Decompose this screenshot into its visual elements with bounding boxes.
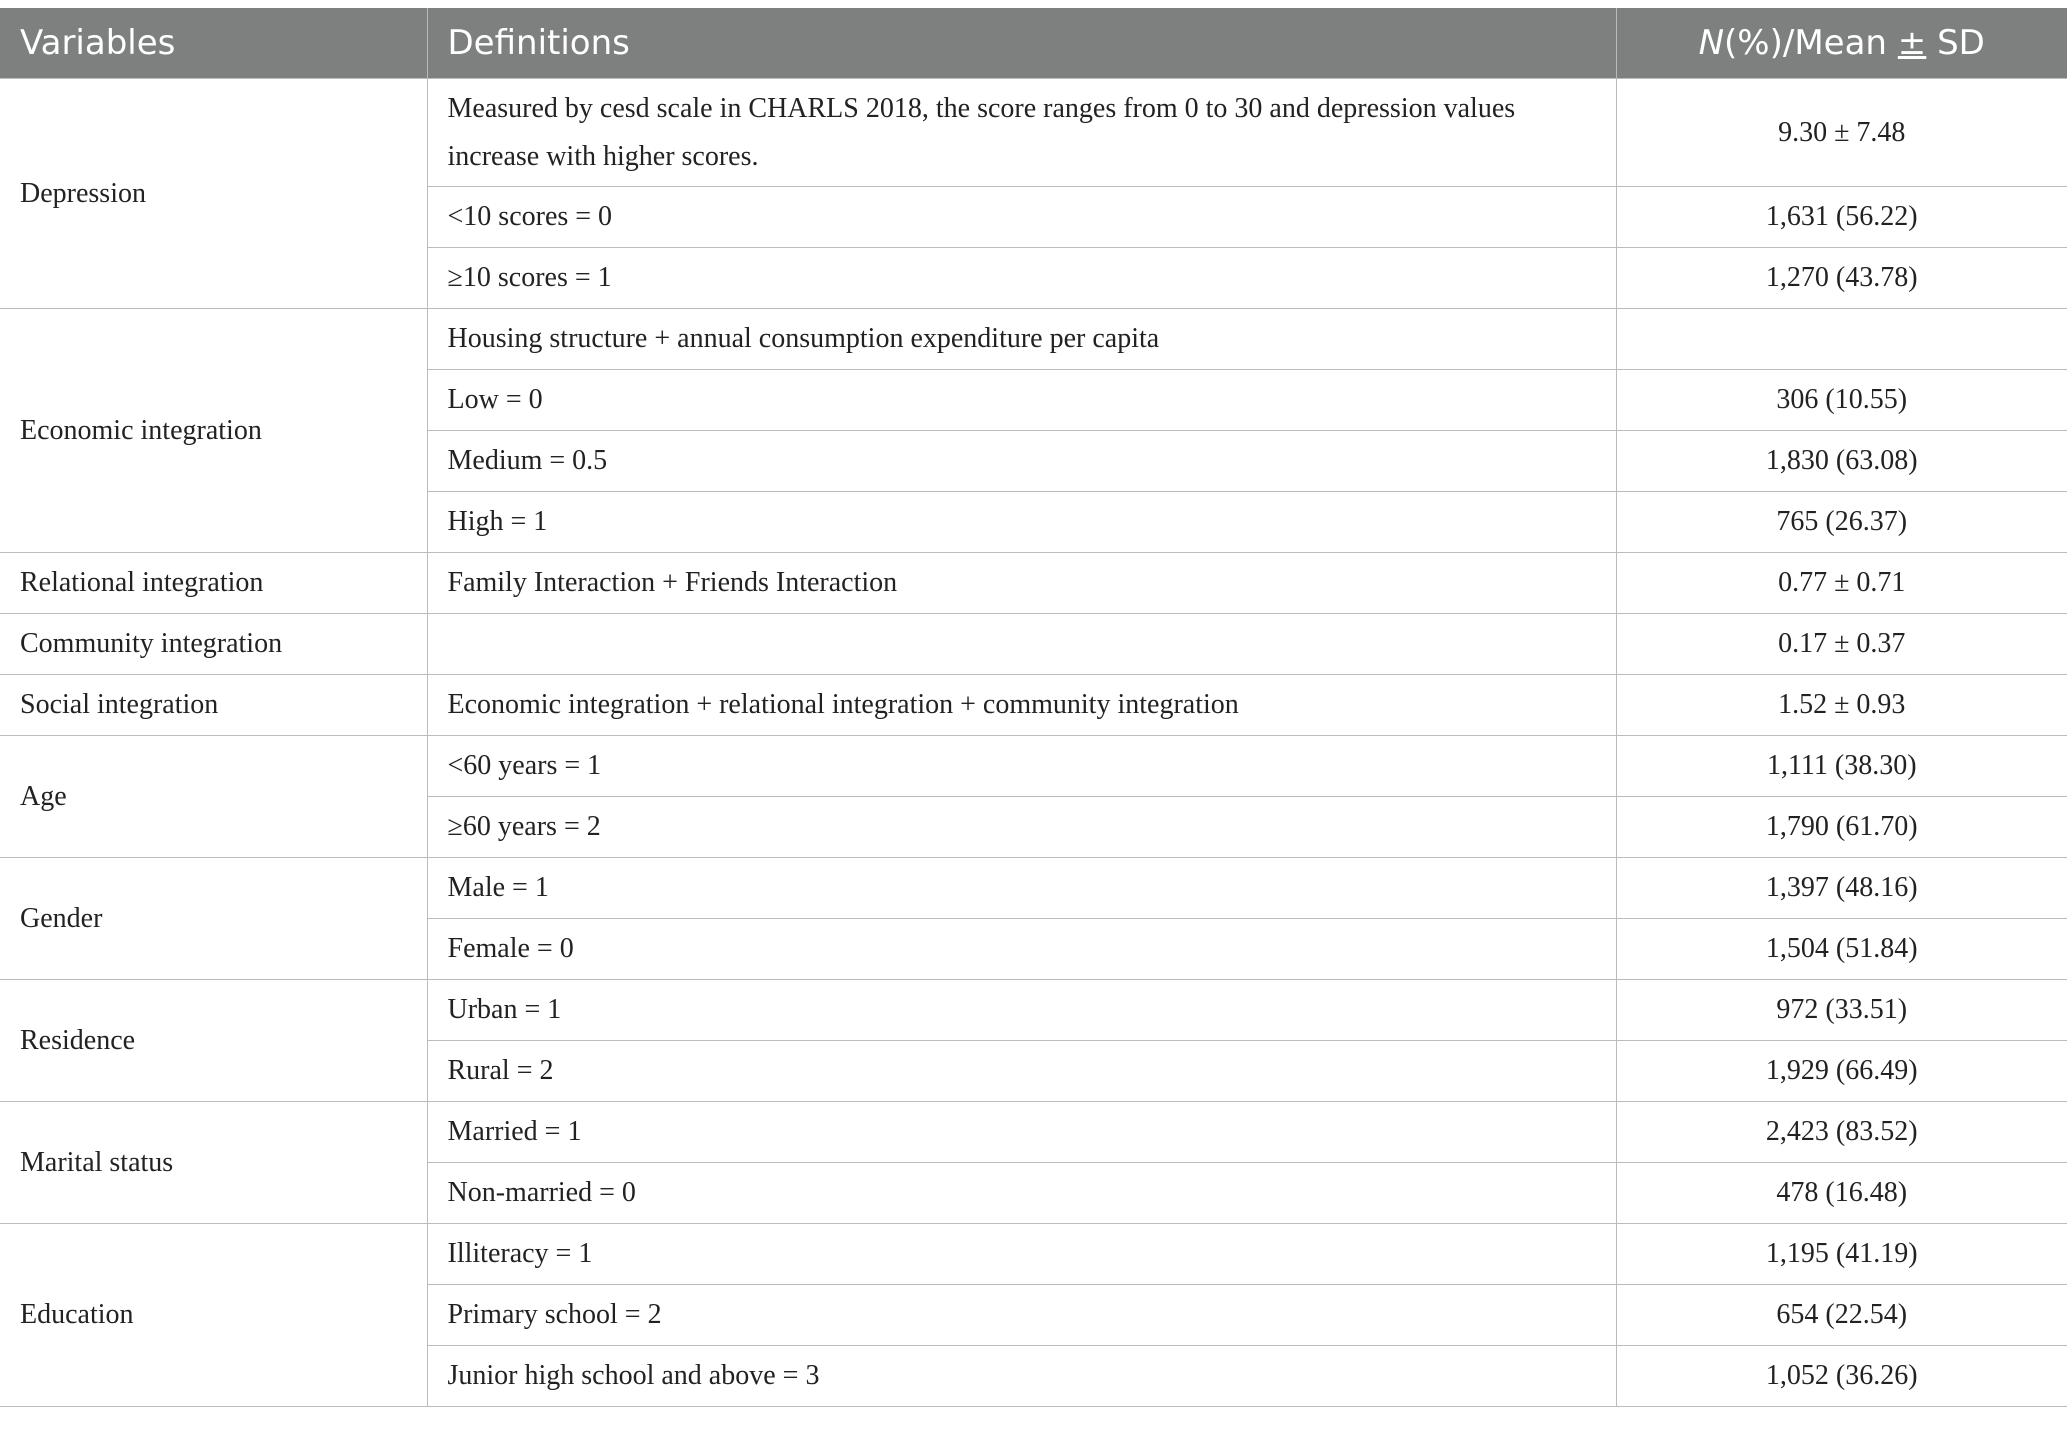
header-stat-pm: ± — [1897, 23, 1927, 63]
table-row — [0, 553, 2067, 614]
value-cell: 1,929 (66.49) — [1616, 1041, 2067, 1102]
table-row — [0, 614, 2067, 675]
table-row — [0, 1102, 2067, 1163]
value-cell: 0.17 ± 0.37 — [1616, 614, 2067, 675]
definition-cell: <60 years = 1 — [427, 736, 1616, 797]
value-cell: 478 (16.48) — [1616, 1163, 2067, 1224]
value-cell: 1,397 (48.16) — [1616, 858, 2067, 919]
definition-cell: Low = 0 — [427, 370, 1616, 431]
header-statistics — [1616, 8, 2067, 79]
value-cell: 1,052 (36.26) — [1616, 1346, 2067, 1407]
definition-cell: Housing structure + annual consumption expenditure per capita — [427, 309, 1616, 370]
header-stat-text2: SD — [1926, 23, 1985, 63]
variable-cell-depression: Depression — [0, 79, 427, 309]
header-row — [0, 8, 2067, 79]
value-cell — [1616, 309, 2067, 370]
variables-table — [0, 8, 2067, 1407]
definition-cell: Primary school = 2 — [427, 1285, 1616, 1346]
definition-cell: <10 scores = 0 — [427, 187, 1616, 248]
definition-cell — [427, 614, 1616, 675]
variable-cell-residence: Residence — [0, 980, 427, 1102]
table-row — [0, 79, 2067, 187]
header-definitions: Definitions — [427, 8, 1616, 79]
value-cell: 765 (26.37) — [1616, 492, 2067, 553]
variable-cell-age: Age — [0, 736, 427, 858]
definition-cell: Economic integration + relational integration + community integration — [427, 675, 1616, 736]
table-row — [0, 736, 2067, 797]
header-variables: Variables — [0, 8, 427, 79]
value-cell: 2,423 (83.52) — [1616, 1102, 2067, 1163]
header-stat-text1: (%)/Mean — [1724, 23, 1898, 63]
definition-cell: Medium = 0.5 — [427, 431, 1616, 492]
value-cell: 0.77 ± 0.71 — [1616, 553, 2067, 614]
value-cell: 1,830 (63.08) — [1616, 431, 2067, 492]
value-cell: 9.30 ± 7.48 — [1616, 79, 2067, 187]
header-stat-n: N — [1698, 23, 1725, 63]
table-row — [0, 675, 2067, 736]
definition-cell: Non-married = 0 — [427, 1163, 1616, 1224]
value-cell: 972 (33.51) — [1616, 980, 2067, 1041]
table-row — [0, 309, 2067, 370]
definition-cell: ≥10 scores = 1 — [427, 248, 1616, 309]
value-cell: 1,270 (43.78) — [1616, 248, 2067, 309]
table-row — [0, 858, 2067, 919]
variable-cell-education: Education — [0, 1224, 427, 1407]
definition-cell: Urban = 1 — [427, 980, 1616, 1041]
definition-cell: Junior high school and above = 3 — [427, 1346, 1616, 1407]
variable-cell-marital-status: Marital status — [0, 1102, 427, 1224]
value-cell: 1,195 (41.19) — [1616, 1224, 2067, 1285]
variable-cell-gender: Gender — [0, 858, 427, 980]
definition-cell: Measured by cesd scale in CHARLS 2018, the score ranges from 0 to 30 and depression values increase with higher scores. — [427, 79, 1616, 187]
variable-cell-economic-integration: Economic integration — [0, 309, 427, 553]
definition-cell: Married = 1 — [427, 1102, 1616, 1163]
definition-cell: Rural = 2 — [427, 1041, 1616, 1102]
definition-cell: Male = 1 — [427, 858, 1616, 919]
value-cell: 1,111 (38.30) — [1616, 736, 2067, 797]
definition-cell: High = 1 — [427, 492, 1616, 553]
variable-cell-social-integration: Social integration — [0, 675, 427, 736]
value-cell: 654 (22.54) — [1616, 1285, 2067, 1346]
value-cell: 306 (10.55) — [1616, 370, 2067, 431]
variable-cell-relational-integration: Relational integration — [0, 553, 427, 614]
value-cell: 1,504 (51.84) — [1616, 919, 2067, 980]
definition-cell: Family Interaction + Friends Interaction — [427, 553, 1616, 614]
value-cell: 1.52 ± 0.93 — [1616, 675, 2067, 736]
table-row — [0, 980, 2067, 1041]
definition-cell: Illiteracy = 1 — [427, 1224, 1616, 1285]
table-row — [0, 1224, 2067, 1285]
definition-cell: Female = 0 — [427, 919, 1616, 980]
definition-cell: ≥60 years = 2 — [427, 797, 1616, 858]
value-cell: 1,790 (61.70) — [1616, 797, 2067, 858]
variable-cell-community-integration: Community integration — [0, 614, 427, 675]
value-cell: 1,631 (56.22) — [1616, 187, 2067, 248]
